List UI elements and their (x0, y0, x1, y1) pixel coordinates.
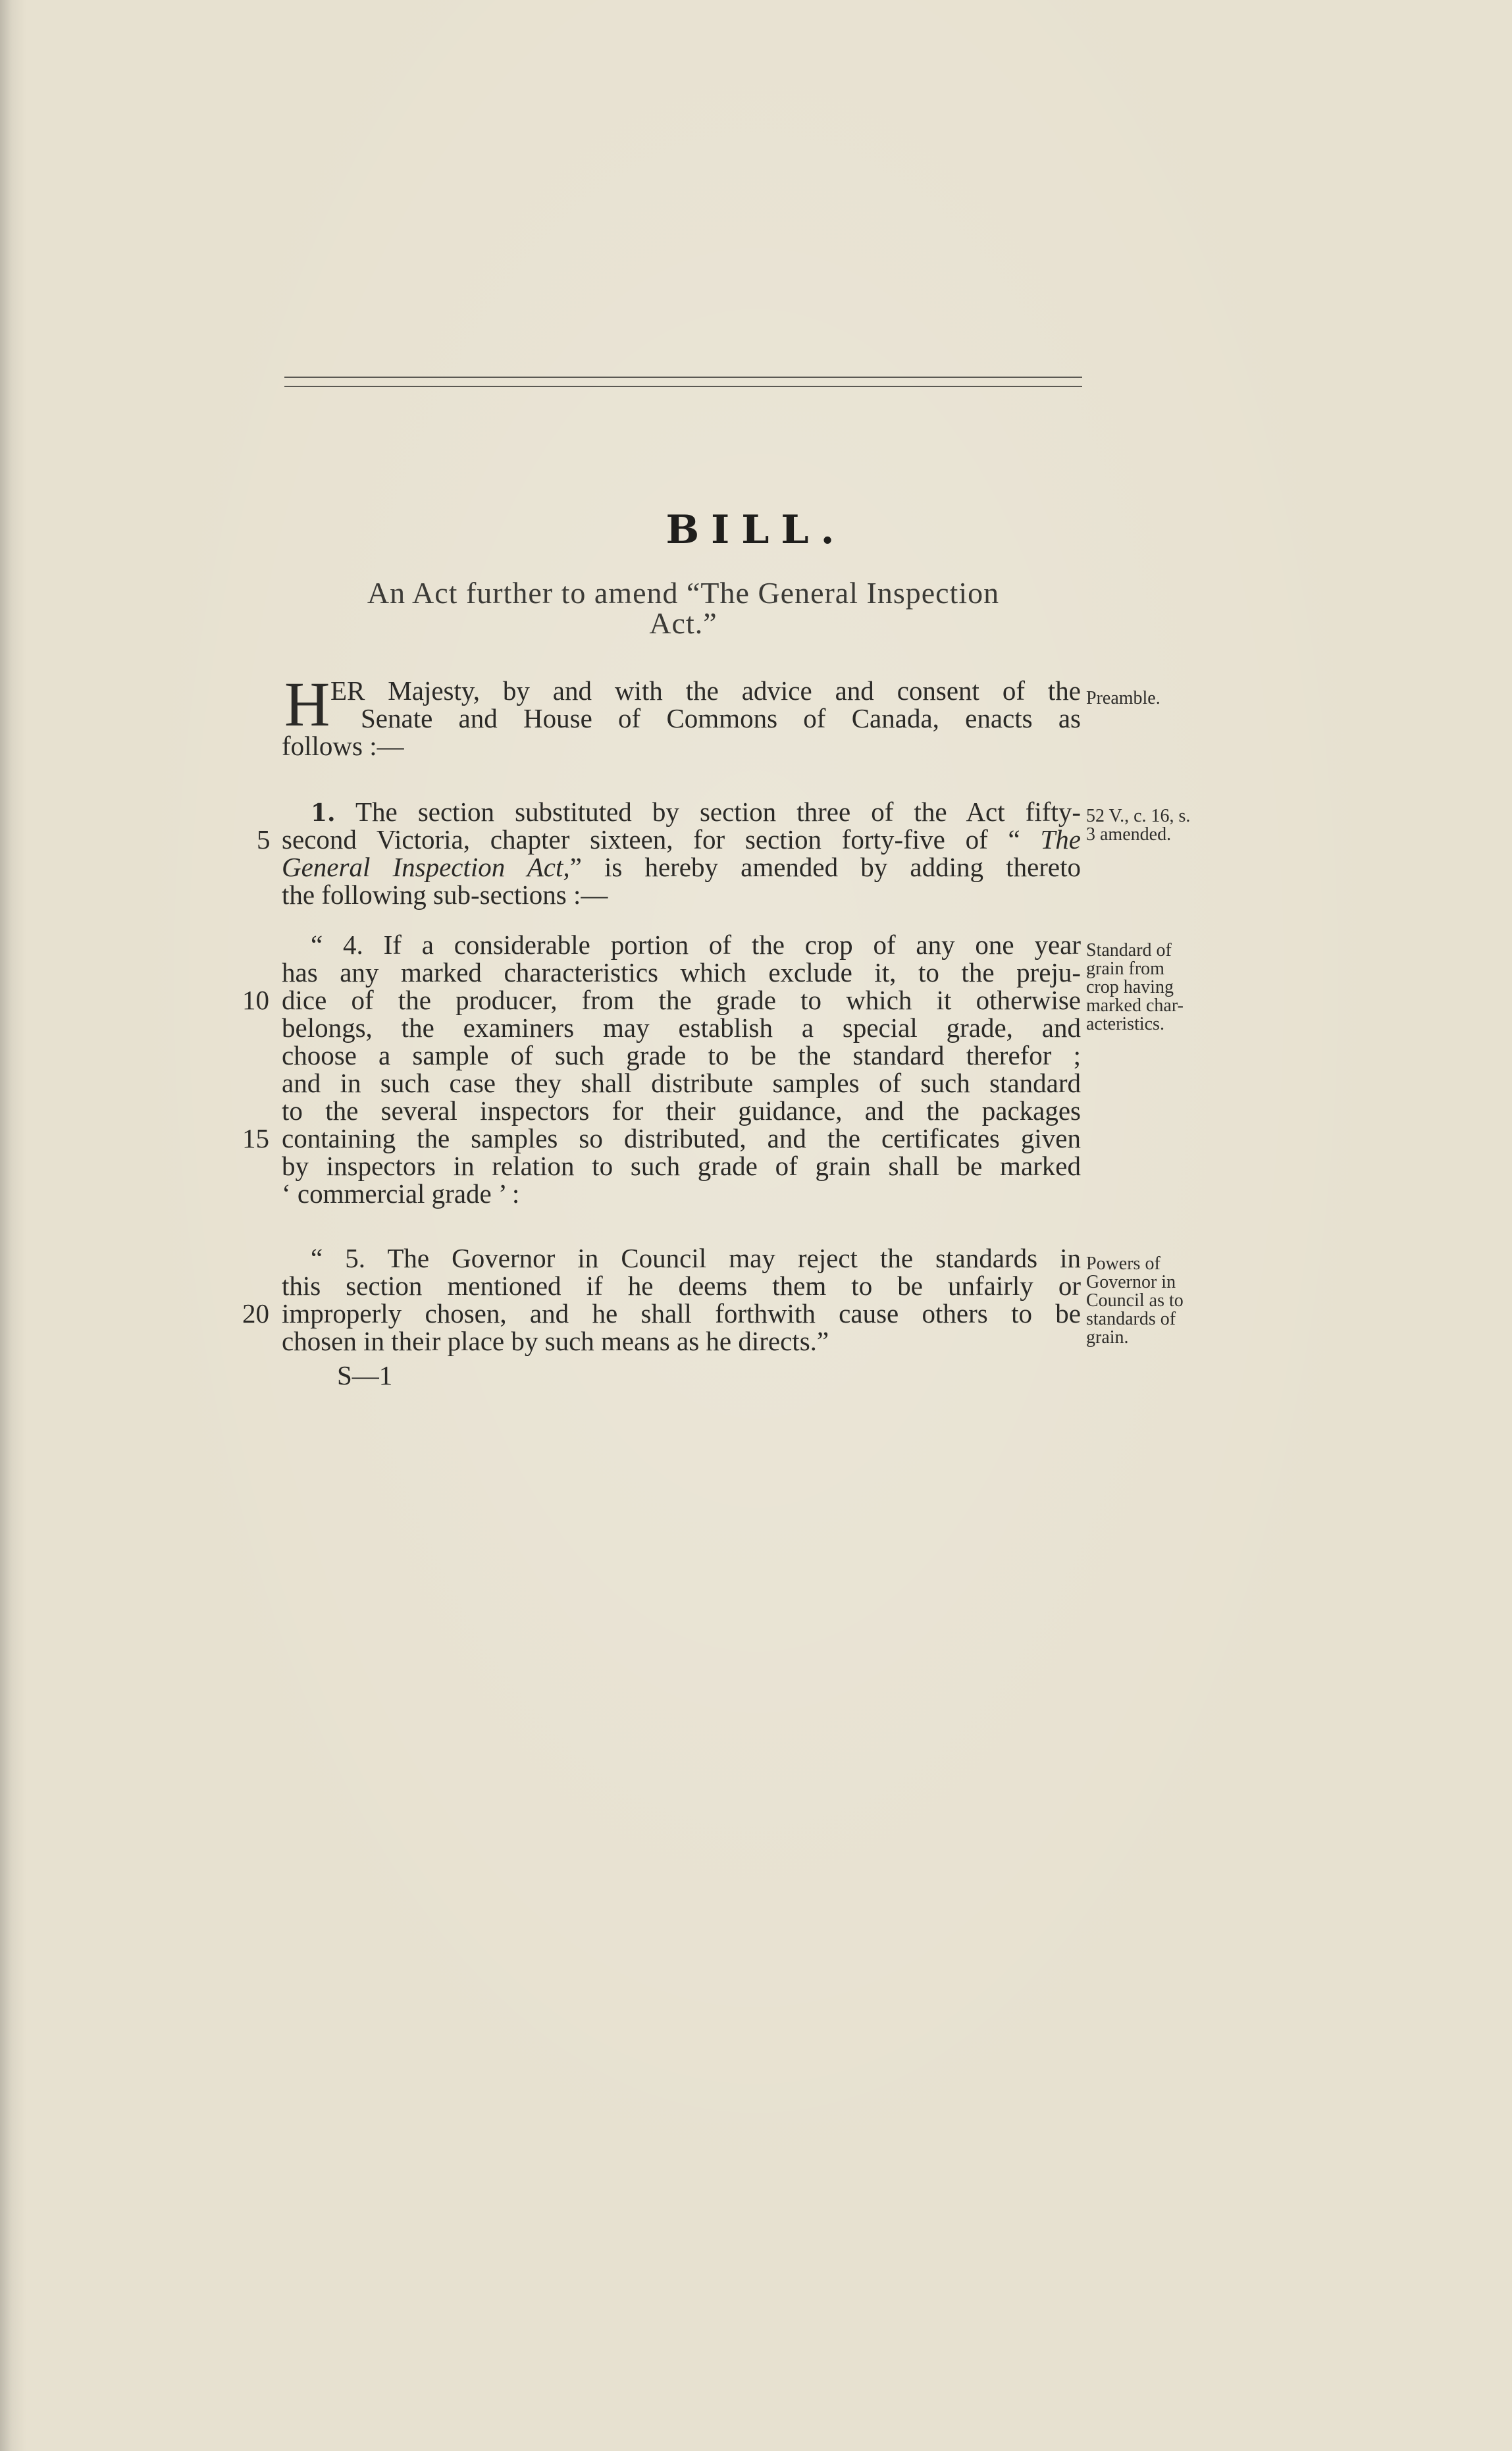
subsection-4-line-1: “ 4. If a considerable portion of the crop of any one year (311, 930, 1081, 960)
section-1-number: 1. (311, 799, 336, 827)
section-1-line-4: the following sub-sections :— (282, 880, 608, 910)
preamble (276, 677, 1081, 760)
subsection-5-line-4: chosen in their place by such means as he directs.” (282, 1326, 829, 1356)
subsection-5-line-2: this section mentioned if he deems them to be unfairly or (282, 1271, 1081, 1301)
subsection-4-line-3: dice of the producer, from the grade to which it otherwise (282, 985, 1081, 1015)
subsection-5-line-3: improperly chosen, and he shall forthwith cause others to be (282, 1298, 1081, 1329)
bill-subtitle (284, 578, 1082, 639)
preamble-dropcap: H (284, 669, 330, 739)
line-number-20: 20 (242, 1298, 269, 1329)
margin-note-subsection-4: Standard of grain from crop having marked char- acteristics. (1086, 940, 1184, 1034)
preamble-line-2: Senate and House of Commons of Canada, enacts as (361, 703, 1081, 733)
header-rule-top (284, 377, 1082, 378)
line-number-5: 5 (257, 824, 271, 855)
subsection-4-line-2: has any marked characteristics which exclude it, to the preju- (282, 957, 1081, 988)
header-rule-bottom (284, 386, 1082, 387)
subsection-4 (276, 931, 1081, 1207)
subsection-5-line-1: “ 5. The Governor in Council may reject the standards in (311, 1243, 1081, 1273)
subtitle-line-1: An Act further to amend “The General Inspection (367, 576, 1000, 610)
margin-note-section-1: 52 V., c. 16, s. 3 amended. (1086, 806, 1191, 845)
subsection-4-line-6: and in such case they shall distribute samples of such standard (282, 1068, 1081, 1098)
margin-note-preamble: Preamble. (1086, 688, 1160, 708)
subsection-4-line-8: containing the samples so distributed, and the certificates given (282, 1123, 1081, 1153)
subsection-4-line-10: ‘ commercial grade ’ : (282, 1178, 520, 1209)
subsection-4-line-9: by inspectors in relation to such grade of grain shall be marked (282, 1151, 1081, 1181)
line-number-15: 15 (242, 1123, 269, 1153)
preamble-line-3: follows :— (282, 731, 404, 761)
section-1-line-1: 1. The section substituted by section three of the Act fifty- (311, 797, 1081, 827)
line-number-10: 10 (242, 985, 269, 1015)
subsection-4-line-4: belongs, the examiners may establish a special grade, and (282, 1013, 1081, 1043)
subsection-5 (276, 1244, 1081, 1355)
margin-note-subsection-5: Powers of Governor in Council as to standards of grain. (1086, 1253, 1184, 1348)
section-1-line-3: General Inspection Act,” is hereby amended by adding thereto (282, 852, 1082, 882)
preamble-line-1: ER Majesty, by and with the advice and consent of the (330, 675, 1081, 706)
bill-title: BILL. (665, 507, 847, 553)
subsection-4-line-5: choose a sample of such grade to be the standard therefor ; (282, 1040, 1081, 1070)
section-1 (276, 798, 1081, 909)
section-1-line-2: second Victoria, chapter sixteen, for section forty-five of “ The (282, 824, 1081, 855)
bill-signature-mark: S—1 (337, 1360, 393, 1390)
subsection-4-line-7: to the several inspectors for their guidance, and the packages (282, 1095, 1081, 1126)
subtitle-line-2: Act.” (649, 606, 717, 640)
